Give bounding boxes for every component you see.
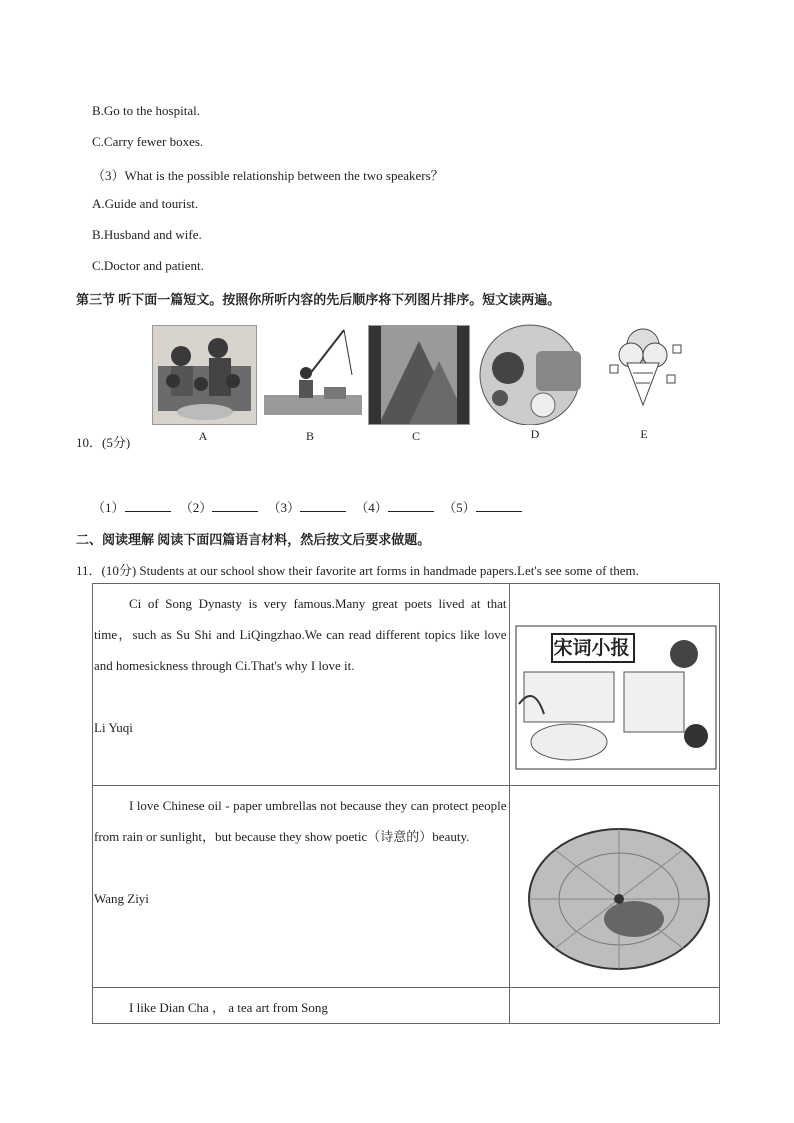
row3-text: I like Dian Cha ， a tea art from Song — [129, 1000, 328, 1015]
q3-option-a: A.Guide and tourist. — [92, 196, 199, 211]
q3-option-c: C.Doctor and patient. — [92, 258, 204, 273]
answer-blank-3[interactable] — [300, 499, 346, 512]
table-text-cell — [93, 988, 510, 1024]
breakfast-picture — [478, 323, 592, 425]
newspaper-title: 宋词小报 — [553, 637, 630, 659]
question-11-stem: 11．(10分) Students at our school show their favorite art forms in handmade papers.Let's see some of them. — [76, 563, 639, 578]
table-row — [93, 786, 720, 988]
blank-label-1: （1） — [92, 500, 125, 515]
answer-blank-4[interactable] — [388, 499, 434, 512]
table-image-cell — [509, 786, 719, 988]
section3-heading: 第三节 听下面一篇短文。按照你所听内容的先后顺序将下列图片排序。短文读两遍。 — [76, 292, 561, 307]
fishing-picture — [264, 325, 362, 423]
option-b: B.Go to the hospital. — [92, 103, 200, 118]
family-picture — [152, 325, 257, 425]
picture-label-d: D — [530, 427, 540, 441]
row1-text: Ci of Song Dynasty is very famous.Many great poets lived at that time，such as Su Shi and LiQingzhao.We can read different topics like love and homesickness through Ci.That's why I love it. — [94, 596, 507, 673]
table-image-cell — [509, 584, 719, 786]
answer-blank-2[interactable] — [212, 499, 258, 512]
art-forms-table — [92, 583, 720, 1024]
table-text-cell — [93, 786, 510, 988]
blank-label-2: （2） — [179, 500, 213, 515]
oil-paper-umbrella-image — [524, 824, 714, 974]
ice-cream-drawing — [605, 323, 687, 425]
row2-text: I love Chinese oil - paper umbrellas not because they can protect people from rain or sunlight，but because they show poetic（诗意的）beauty. — [94, 798, 507, 844]
part2-heading: 二、阅读理解 阅读下面四篇语言材料，然后按文后要求做题。 — [76, 532, 431, 547]
table-text-cell — [93, 584, 510, 786]
blank-label-4: （4） — [355, 500, 388, 515]
option-c: C.Carry fewer boxes. — [92, 134, 204, 149]
mountain-drawing — [369, 326, 469, 424]
family-drawing — [153, 326, 256, 424]
table-row — [93, 584, 720, 786]
answer-blank-5[interactable] — [476, 499, 522, 512]
question-3-stem: （3）What is the possible relationship between the two speakers？ — [92, 168, 444, 183]
row1-name: Li Yuqi — [94, 720, 133, 735]
picture-label-e: E — [640, 427, 648, 441]
breakfast-drawing — [478, 323, 592, 425]
picture-label-b: B — [305, 429, 314, 443]
fishing-drawing — [264, 325, 362, 423]
question-10-label: 10．(5分) — [76, 435, 131, 450]
answer-blank-1[interactable] — [125, 499, 171, 512]
picture-label-a: A — [198, 429, 208, 443]
row2-name: Wang Ziyi — [94, 891, 149, 906]
blank-label-5: （5） — [443, 500, 476, 515]
q3-option-b: B.Husband and wife. — [92, 227, 202, 242]
table-row — [93, 988, 720, 1024]
picture-label-c: C — [411, 429, 420, 443]
table-image-cell — [509, 988, 719, 1024]
mountain-picture — [368, 325, 470, 425]
ice-cream-picture — [605, 323, 687, 425]
answer-blanks — [92, 497, 528, 516]
blank-label-3: （3） — [267, 500, 301, 515]
